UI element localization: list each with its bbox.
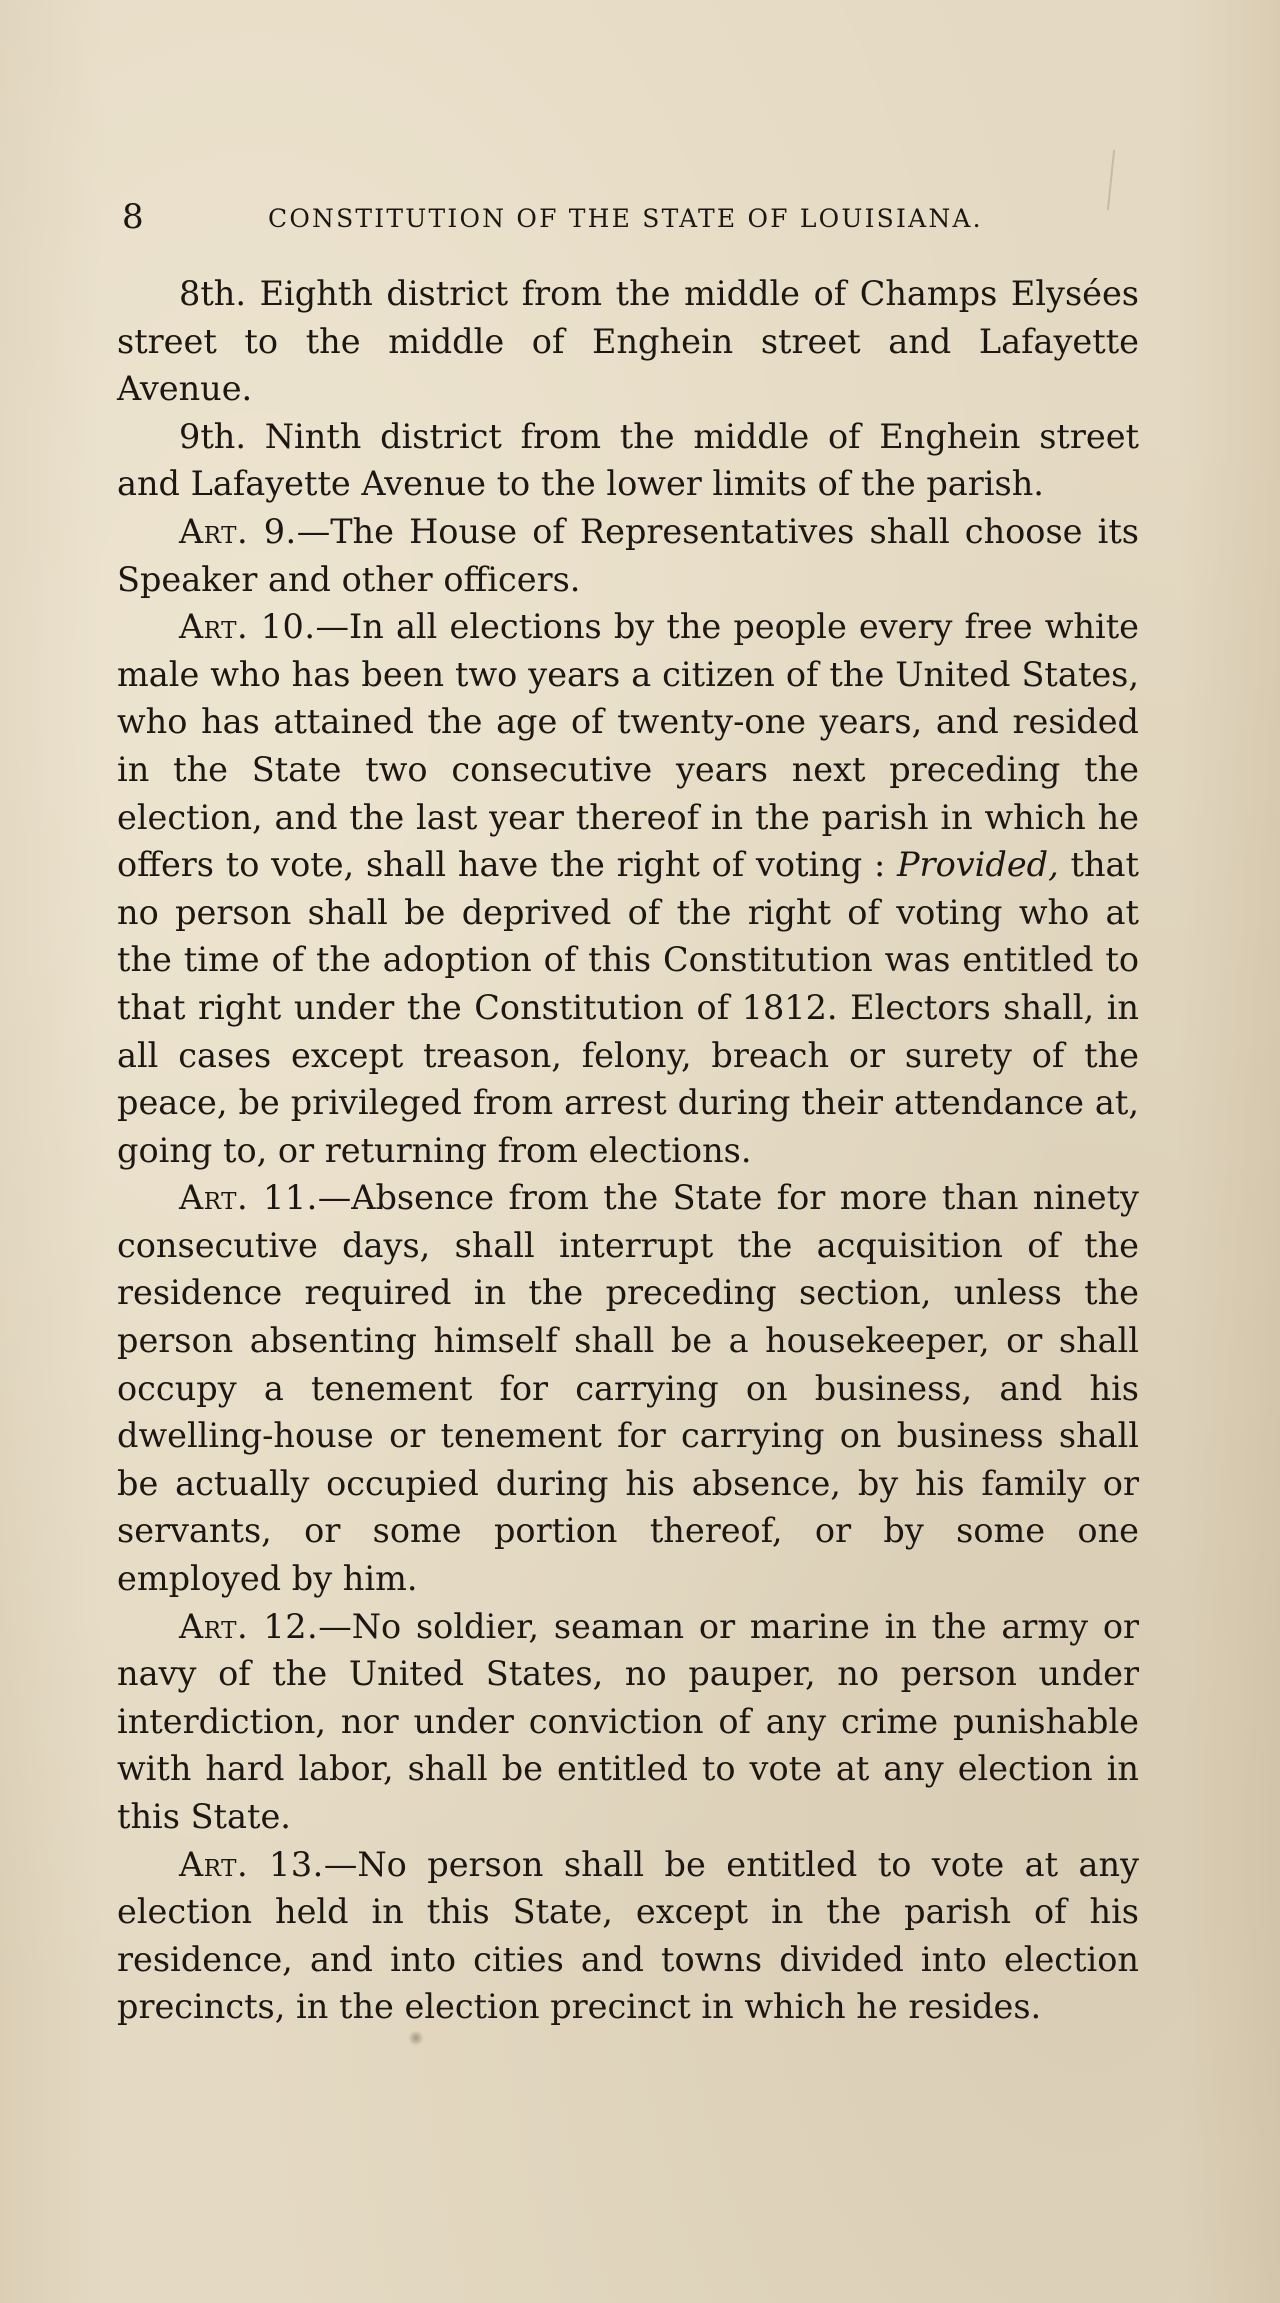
article-11 (117, 1174, 1139, 1602)
article-label: Art. 9. (179, 511, 297, 551)
article-text-continued: that no person shall be deprived of the right of voting who at the time of the adoption of this Constitution was entitled to that right under the Constitution of 1812. Electors shall, in all cases except treason, felony, breach or surety of the peace, be privileged from arrest during their attendance at, going to, or returning from elections. (117, 845, 1139, 1170)
paragraph-text: 9th. Ninth district from the middle of Enghein street and Lafayette Avenue to the lower limits of the parish. (117, 416, 1139, 504)
article-italic-text: Provided, (897, 845, 1059, 885)
article-text: —The House of Representatives shall choose its Speaker and other officers. (117, 511, 1139, 599)
page-number: 8 (122, 197, 144, 237)
article-9 (117, 508, 1139, 603)
article-13 (117, 1841, 1139, 2031)
article-text: —Absence from the State for more than ninety consecutive days, shall interrupt the acquisition of the residence required in the preceding section, unless the person absenting himself shall be a housekeeper, or shall occupy a tenement for carrying on business, and his dwelling-house or tenement for carrying on business shall be actually occupied during his absence, by his family or servants, or some portion thereof, or by some one employed by him. (117, 1178, 1139, 1599)
article-10 (117, 603, 1139, 1174)
paragraph-ninth-district (117, 413, 1139, 508)
paragraph-eighth-district (117, 270, 1139, 413)
running-title: CONSTITUTION OF THE STATE OF LOUISIANA. (268, 204, 983, 233)
paragraph-text: 8th. Eighth district from the middle of Champs Elysées street to the middle of Enghein street and Lafayette Avenue. (117, 274, 1139, 409)
article-text: —In all elections by the people every free white male who has been two years a citizen of the United States, who has attained the age of twenty-one years, and resided in the State two consecutive years next preceding the election, and the last year thereof in the parish in which he offers to vote, shall have the right of voting : (117, 607, 1139, 885)
body-text (117, 270, 1139, 2031)
article-label: Art. 11. (179, 1178, 318, 1218)
article-text: —No person shall be entitled to vote at any election held in this State, except in the parish of his residence, and into cities and towns divided into election precincts, in the election precinct in which he resides. (117, 1844, 1139, 2027)
running-head (120, 196, 1140, 238)
article-12 (117, 1603, 1139, 1841)
article-label: Art. 10. (179, 607, 316, 647)
article-label: Art. 13. (179, 1844, 324, 1884)
ink-smudge (408, 2030, 424, 2046)
article-label: Art. 12. (179, 1606, 319, 1646)
article-text: —No soldier, seaman or marine in the army or navy of the United States, no pauper, no person under interdiction, nor under conviction of any crime punishable with hard labor, shall be entitled to vote at any election in this State. (117, 1606, 1140, 1836)
